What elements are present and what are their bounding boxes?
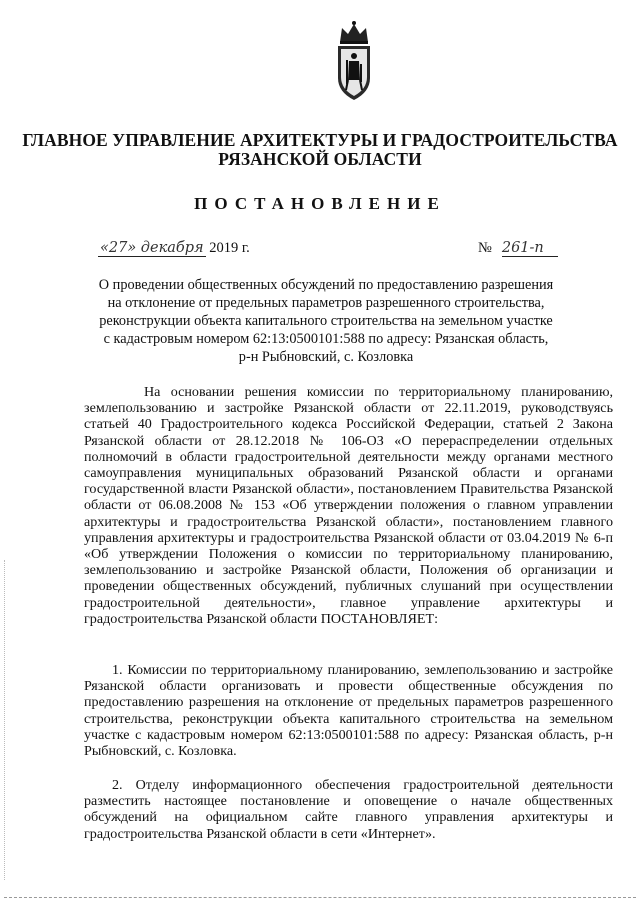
resolution-item-2: 2. Отделу информационного обеспечения градостроительной деятельности разместить настоящее постановление и оповещение о начале общественных обсуждений на официальном сайте главного управления архитектуры и градостроительства Рязанской области в сети «Интернет».: [84, 777, 613, 842]
document-date: [98, 240, 250, 257]
document-subject: [98, 276, 554, 366]
preamble-paragraph: На основании решения комиссии по территориальному планированию, землепользованию и застройке Рязанской области от 22.11.2019, руководствуясь статьей 40 Градостроительного кодекса Российской Федерации, статьей 2 Закона Рязанской области от 28.12.2018 № 106-ОЗ «О перераспределении отдельных полномочий в области градостроительной деятельности между органами местного самоуправления муниципальных образований Рязанской области и органами государственной власти Рязанской области», постановлением Правительства Рязанской области от 06.08.2008 № 153 «Об утверждении положения о главном управлении архитектуры и градостроительства Рязанской области», постановлением главного управления архитектуры и градостроительства Рязанской области от 03.04.2019 № 6-п «Об утверждении Положения о комиссии по территориальному планированию, землепользованию и застройке Рязанской области, Положения об организации и проведении общественных обсуждений, публичных слушаний при осуществлении градостроительной деятельности», главное управление архитектуры и градостроительства Рязанской области ПОСТАНОВЛЯЕТ:: [84, 384, 613, 627]
number-handwritten: 261-п: [502, 240, 558, 257]
subject-line: О проведении общественных обсуждений по предоставлению разрешения: [98, 277, 554, 293]
organization-name-line2: РЯЗАНСКОЙ ОБЛАСТИ: [218, 149, 422, 169]
scan-edge-artifact: [4, 560, 7, 880]
subject-line: с кадастровым номером 62:13:0500101:588 по адресу: Рязанская область,: [103, 331, 549, 347]
date-year: 2019 г.: [209, 240, 250, 256]
scan-bottom-edge: [4, 897, 636, 898]
document-type-title: ПОСТАНОВЛЕНИЕ: [194, 194, 446, 213]
date-handwritten: «27» декабря: [100, 240, 204, 256]
subject-line: реконструкции объекта капитального строительства на земельном участке: [99, 313, 553, 329]
subject-line: на отклонение от предельных параметров разрешенного строительства,: [107, 295, 545, 311]
resolution-item-1: 1. Комиссии по территориальному планированию, землепользованию и застройке Рязанской области организовать и провести общественные обсуждения по предоставлению разрешения на отклонение от предельных параметров разрешенного строительства, реконструкции объекта капитального строительства на земельном участке с кадастровым номером 62:13:0500101:588 по адресу: Рязанская область, р-н Рыбновский, с. Козловка.: [84, 662, 613, 760]
organization-name-line1: ГЛАВНОЕ УПРАВЛЕНИЕ АРХИТЕКТУРЫ И ГРАДОСТРОИТЕЛЬСТВА: [22, 130, 618, 150]
document-number: [478, 240, 558, 257]
subject-line: р-н Рыбновский, с. Козловка: [238, 349, 414, 365]
coat-of-arms-icon: [332, 20, 376, 106]
number-label: №: [478, 240, 492, 256]
